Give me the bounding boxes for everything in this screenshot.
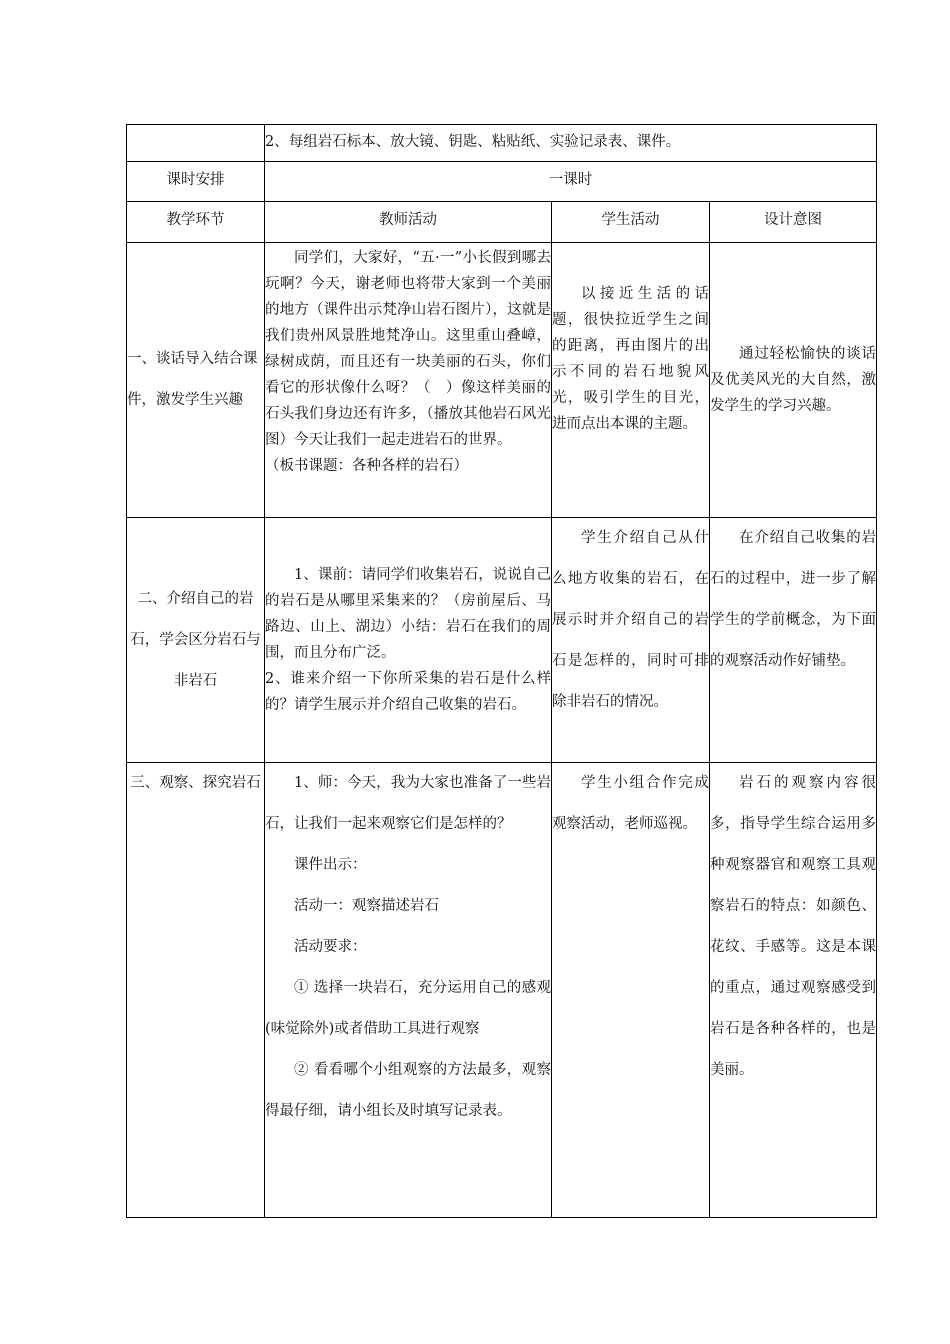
stage-row-3 bbox=[127, 763, 877, 1218]
stage-cell: 三、观察、探究岩石 bbox=[127, 763, 265, 1218]
stage-row-2 bbox=[127, 518, 877, 763]
teacher-paragraph: 活动一：观察描述岩石 bbox=[294, 898, 439, 914]
materials-text: 2、每组岩石标本、放大镜、钥匙、粘贴纸、实验记录表、课件。 bbox=[265, 125, 877, 162]
schedule-row bbox=[127, 162, 877, 202]
header-student: 学生活动 bbox=[552, 202, 710, 243]
student-cell: 学生介绍自己从什么地方收集的岩石，在展示时并介绍自己的岩石是怎样的，同时可排除非岩石的情况。 bbox=[552, 518, 710, 763]
teacher-cell bbox=[265, 518, 552, 763]
stage-cell: 一、谈话导入结合课件，激发学生兴趣 bbox=[127, 243, 265, 518]
header-row bbox=[127, 202, 877, 243]
intent-cell: 岩石的观察内容很多，指导学生综合运用多种观察器官和观察工具观察岩石的特点：如颜色、花纹、手感等。这是本课的重点，通过观察感受到岩石是各种各样的，也是美丽。 bbox=[710, 763, 877, 1218]
header-stage: 教学环节 bbox=[127, 202, 265, 243]
lesson-plan-table bbox=[126, 124, 877, 1218]
schedule-value: 一课时 bbox=[265, 162, 877, 202]
teacher-cell bbox=[265, 243, 552, 518]
schedule-label: 课时安排 bbox=[127, 162, 265, 202]
teacher-cell bbox=[265, 763, 552, 1218]
stage-row-1 bbox=[127, 243, 877, 518]
teacher-paragraph: ② 看看哪个小组观察的方法最多，观察得最仔细，请小组长及时填写记录表。 bbox=[265, 1062, 551, 1119]
teacher-paragraph: 1、课前：请同学们收集岩石，说说自己的岩石是从哪里采集来的？（房前屋后、马路边、山上、湖边）小结：岩石在我们的周围，而且分布广泛。 bbox=[265, 567, 551, 661]
intent-cell: 在介绍自己收集的岩石的过程中，进一步了解学生的学前概念，为下面的观察活动作好铺垫。 bbox=[710, 518, 877, 763]
teacher-paragraph: （板书课题：各种各样的岩石） bbox=[265, 458, 468, 474]
teacher-paragraph: 同学们，大家好，“五·一”小长假到哪去玩啊？今天，谢老师也将带大家到一个美丽的地方（课件出示梵净山岩石图片），这就是我们贵州风景胜地梵净山。这里重山叠嶂，绿树成荫，而且还有一块美丽的石头，你们看它的形状像什么呀？（ ）像这样美丽的石头我们身边还有许多，（播放其他岩石风光图）今天让我们一起走进岩石的世界。 bbox=[265, 250, 551, 448]
header-intent: 设计意图 bbox=[710, 202, 877, 243]
header-teacher: 教师活动 bbox=[265, 202, 552, 243]
teacher-paragraph: 课件出示： bbox=[294, 857, 367, 873]
student-cell: 学生小组合作完成观察活动，老师巡视。 bbox=[552, 763, 710, 1218]
teacher-paragraph: 1、师：今天，我为大家也准备了一些岩石，让我们一起来观察它们是怎样的？ bbox=[265, 775, 551, 832]
stage-cell: 二、介绍自己的岩石，学会区分岩石与非岩石 bbox=[127, 518, 265, 763]
intent-cell: 通过轻松愉快的谈话及优美风光的大自然，激发学生的学习兴趣。 bbox=[710, 243, 877, 518]
teacher-paragraph: 活动要求： bbox=[294, 939, 367, 955]
materials-row bbox=[127, 125, 877, 162]
materials-label-cell bbox=[127, 125, 265, 162]
teacher-paragraph: ① 选择一块岩石，充分运用自己的感观(味觉除外)或者借助工具进行观察 bbox=[265, 980, 551, 1037]
teacher-paragraph: 2、谁来介绍一下你所采集的岩石是什么样的？请学生展示并介绍自己收集的岩石。 bbox=[265, 671, 551, 713]
student-cell: 以接近生活的话题，很快拉近学生之间的距离，再由图片的出示不同的岩石地貌风光，吸引学生的目光，进而点出本课的主题。 bbox=[552, 243, 710, 518]
